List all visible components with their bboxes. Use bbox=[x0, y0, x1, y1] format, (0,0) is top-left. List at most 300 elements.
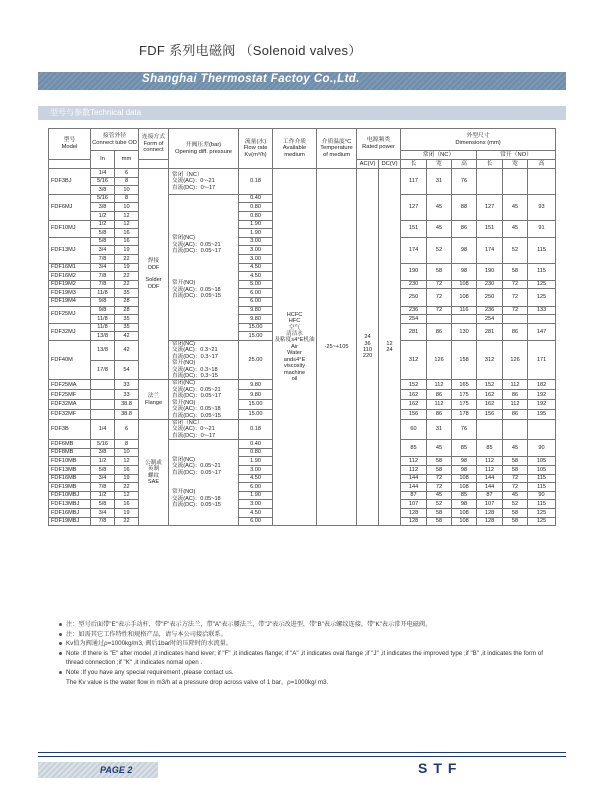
od-mm-cell: 8 bbox=[115, 194, 139, 203]
dim-no-width-cell bbox=[503, 419, 528, 439]
dim-nc-length-cell: 281 bbox=[401, 323, 427, 340]
flow-cell: 3.00 bbox=[239, 500, 273, 509]
od-inch-cell: 1/2 bbox=[91, 220, 115, 229]
dim-no-length-cell: 174 bbox=[477, 237, 503, 263]
note-item: Note :If you have any special requirement ,please contact us. bbox=[58, 668, 548, 678]
dim-nc-height-cell: 85 bbox=[452, 440, 477, 457]
od-mm-cell: 42 bbox=[115, 332, 139, 341]
dim-nc-length-cell: 250 bbox=[401, 289, 427, 306]
dim-no-length-cell: 85 bbox=[477, 440, 503, 457]
dim-nc-width-cell bbox=[427, 315, 452, 324]
od-mm-cell: 19 bbox=[115, 263, 139, 272]
flow-cell: 0.18 bbox=[239, 169, 273, 195]
flow-cell: 3.00 bbox=[239, 254, 273, 263]
dim-nc-width-cell: 45 bbox=[427, 440, 452, 457]
model-cell: FDF19MBJ bbox=[49, 517, 91, 526]
dim-nc-length-cell: 128 bbox=[401, 508, 427, 517]
dim-nc-length-cell: 60 bbox=[401, 419, 427, 439]
od-inch-cell: 5/16 bbox=[91, 194, 115, 203]
dim-no-height-cell: 105 bbox=[528, 465, 556, 474]
dim-no-height-cell bbox=[528, 169, 556, 195]
dim-no-width-cell: 86 bbox=[503, 410, 528, 420]
dim-nc-height-cell: 98 bbox=[452, 263, 477, 280]
od-mm-cell: 22 bbox=[115, 254, 139, 263]
dim-no-length-cell: 151 bbox=[477, 220, 503, 237]
dim-nc-width-cell: 126 bbox=[427, 340, 452, 380]
dim-nc-length-cell: 162 bbox=[401, 400, 427, 410]
dim-nc-height-cell: 98 bbox=[452, 237, 477, 263]
od-mm-cell: 10 bbox=[115, 448, 139, 457]
header-dims: 外型尺寸 Dimensions (mm) bbox=[401, 129, 556, 151]
header-in: In bbox=[91, 151, 115, 169]
header-power: 电源频类 Rated power bbox=[357, 129, 401, 160]
footer-pattern bbox=[38, 762, 158, 778]
od-mm-cell: 19 bbox=[115, 474, 139, 483]
model-cell: FDF16MB bbox=[49, 474, 91, 483]
dim-no-length-cell: 127 bbox=[477, 194, 503, 220]
flow-cell: 6.00 bbox=[239, 517, 273, 526]
dim-no-length-cell: 144 bbox=[477, 474, 503, 483]
dim-no-length-cell: 230 bbox=[477, 280, 503, 289]
od-mm-cell: 8 bbox=[115, 177, 139, 186]
dim-nc-width-cell: 58 bbox=[427, 263, 452, 280]
flow-cell: 0.80 bbox=[239, 211, 273, 220]
page-title: FDF 系列电磁阀 （Solenoid valves） bbox=[139, 43, 362, 58]
note-item: Note :If there is "E" after model ,it indicates hand lever; if "F" ,it indicates flange; if "A" ,it indicates oval flange ;if "J" ,it indicates the improved type ;if "B" ,it indicates the form of thread connection ;if "K" ,it indicates nomal open . bbox=[58, 649, 548, 668]
dim-no-length-cell: 190 bbox=[477, 263, 503, 280]
flow-cell: 0.40 bbox=[239, 194, 273, 203]
flow-cell: 4.50 bbox=[239, 508, 273, 517]
od-mm-cell: 19 bbox=[115, 508, 139, 517]
pressure-40m: 常闭(NC) 交流(AC)：0.3~21 直流(DC)：0.3~17 常开(NO) 交流(AC)：0.3~18 直流(DC)：0.3~15 bbox=[169, 340, 239, 380]
dim-nc-width-cell: 58 bbox=[427, 465, 452, 474]
dim-nc-height-cell: 178 bbox=[452, 410, 477, 420]
dim-nc-length-cell: 144 bbox=[401, 474, 427, 483]
od-inch-cell: 5/8 bbox=[91, 500, 115, 509]
dim-nc-length-cell: 156 bbox=[401, 410, 427, 420]
od-inch-cell: 7/8 bbox=[91, 483, 115, 492]
header-nc: 常闭（NC） bbox=[401, 151, 477, 160]
dim-nc-height-cell: 175 bbox=[452, 400, 477, 410]
od-inch-cell: 3/4 bbox=[91, 474, 115, 483]
flow-cell: 6.00 bbox=[239, 483, 273, 492]
dim-no-width-cell: 45 bbox=[503, 220, 528, 237]
header-no: 常开（NO） bbox=[477, 151, 556, 160]
od-inch-cell: 1/2 bbox=[91, 211, 115, 220]
dim-nc-length-cell: 174 bbox=[401, 237, 427, 263]
dim-no-width-cell bbox=[503, 169, 528, 195]
model-cell: FDF19M4 bbox=[49, 297, 91, 306]
model-cell: FDF6MJ bbox=[49, 194, 91, 220]
od-inch-cell: 11/8 bbox=[91, 315, 115, 324]
flow-cell: 25.00 bbox=[239, 340, 273, 380]
dim-nc-width-cell: 112 bbox=[427, 400, 452, 410]
od-mm-cell: 28 bbox=[115, 306, 139, 315]
model-cell: FDF10MB bbox=[49, 457, 91, 466]
dim-nc-height-cell: 130 bbox=[452, 323, 477, 340]
header-no-length: 长 bbox=[477, 160, 503, 169]
dim-nc-height-cell: 108 bbox=[452, 289, 477, 306]
dim-no-width-cell: 72 bbox=[503, 474, 528, 483]
flow-cell: 4.50 bbox=[239, 263, 273, 272]
model-cell: FDF13MJ bbox=[49, 237, 91, 263]
model-cell: FDF3BJ bbox=[49, 169, 91, 195]
dim-nc-length-cell: 112 bbox=[401, 465, 427, 474]
od-mm-cell: 38.8 bbox=[115, 410, 139, 420]
od-inch-cell: 1/2 bbox=[91, 491, 115, 500]
dim-no-width-cell: 72 bbox=[503, 483, 528, 492]
dim-nc-width-cell: 45 bbox=[427, 491, 452, 500]
flow-cell: 0.18 bbox=[239, 419, 273, 439]
note-item: 注：型号后面带"E"表示手动杆，带"F"表示方法兰，带"A"表示腰法兰，带"J"表示改进型，带"B"表示螺纹连接，带"K"表示常开电磁阀。 bbox=[58, 620, 548, 630]
od-mm-cell: 22 bbox=[115, 272, 139, 281]
dim-no-height-cell: 93 bbox=[528, 194, 556, 220]
pressure-nc-no: 常闭(NC) 交流(AC)：0.05~21 直流(DC)：0.05~17 常开(NO) 交流(AC)：0.05~18 直流(DC)：0.05~15 bbox=[169, 194, 239, 340]
dim-nc-length-cell: 254 bbox=[401, 315, 427, 324]
od-inch-cell: 7/8 bbox=[91, 254, 115, 263]
dim-nc-height-cell: 108 bbox=[452, 508, 477, 517]
form-solder: 焊接 ODF Solder ODF bbox=[139, 169, 169, 380]
od-inch-cell: 5/8 bbox=[91, 465, 115, 474]
header-mm: mm bbox=[115, 151, 139, 169]
dim-no-length-cell bbox=[477, 169, 503, 195]
dim-nc-length-cell: 127 bbox=[401, 194, 427, 220]
dim-no-length-cell: 144 bbox=[477, 483, 503, 492]
flow-cell: 5.00 bbox=[239, 280, 273, 289]
dim-no-length-cell: 112 bbox=[477, 465, 503, 474]
od-inch-cell: 5/8 bbox=[91, 237, 115, 246]
dim-no-length-cell: 250 bbox=[477, 289, 503, 306]
dim-no-width-cell: 126 bbox=[503, 340, 528, 380]
flow-cell: 3.00 bbox=[239, 246, 273, 255]
od-mm-cell: 35 bbox=[115, 289, 139, 298]
medium-cell: HCFC HFC 空气 清洁水 及粘度≤4°E机油 Air Water and≤4°E viscosity machine oil bbox=[273, 169, 317, 526]
dim-nc-width-cell: 31 bbox=[427, 169, 452, 195]
model-cell: FDF32MA bbox=[49, 400, 91, 410]
dim-no-height-cell: 171 bbox=[528, 340, 556, 380]
flow-cell: 1.90 bbox=[239, 229, 273, 238]
dim-nc-height-cell: 76 bbox=[452, 169, 477, 195]
note-item: 注：如需其它工作特性和规格产品，请与本公司接洽联系。 bbox=[58, 630, 548, 640]
header-no-width: 宽 bbox=[503, 160, 528, 169]
note-item: The Kv value is the water flow in m3/h at a pressure drop across valve of 1 bar，ρ=1000kg/ m3. bbox=[66, 678, 329, 686]
od-inch-cell: 1/4 bbox=[91, 419, 115, 439]
od-inch-cell bbox=[91, 400, 115, 410]
od-inch-cell: 9/8 bbox=[91, 297, 115, 306]
flow-cell: 9.80 bbox=[239, 306, 273, 315]
header-nc-length: 长 bbox=[401, 160, 427, 169]
dim-nc-length-cell: 85 bbox=[401, 440, 427, 457]
dim-no-length-cell: 107 bbox=[477, 500, 503, 509]
dim-nc-width-cell: 72 bbox=[427, 306, 452, 315]
dim-nc-length-cell: 128 bbox=[401, 517, 427, 526]
model-cell: FDF19M3 bbox=[49, 289, 91, 298]
dim-nc-length-cell: 190 bbox=[401, 263, 427, 280]
dim-no-length-cell: 112 bbox=[477, 457, 503, 466]
dim-nc-height-cell: 88 bbox=[452, 194, 477, 220]
flow-cell: 0.80 bbox=[239, 448, 273, 457]
dim-no-height-cell: 115 bbox=[528, 263, 556, 280]
model-cell: FDF16MBJ bbox=[49, 508, 91, 517]
model-cell: FDF16M2 bbox=[49, 272, 91, 281]
form-sae: 公制或 英制 螺纹 SAE bbox=[139, 419, 169, 525]
model-cell: FDF3B bbox=[49, 419, 91, 439]
dim-no-width-cell: 58 bbox=[503, 457, 528, 466]
dim-nc-length-cell: 230 bbox=[401, 280, 427, 289]
od-mm-cell: 8 bbox=[115, 440, 139, 449]
model-cell: FDF8MB bbox=[49, 448, 91, 457]
header-no-height: 高 bbox=[528, 160, 556, 169]
model-cell: FDF40M bbox=[49, 340, 91, 380]
flow-cell: 15.00 bbox=[239, 410, 273, 420]
model-cell: FDF10MBJ bbox=[49, 491, 91, 500]
header-temp: 介质温度°C Temperature of medium bbox=[317, 129, 357, 169]
flow-cell: 6.00 bbox=[239, 289, 273, 298]
od-mm-cell: 38.8 bbox=[115, 400, 139, 410]
flow-cell: 4.50 bbox=[239, 474, 273, 483]
dim-nc-width-cell: 72 bbox=[427, 474, 452, 483]
dim-no-length-cell: 162 bbox=[477, 400, 503, 410]
dim-nc-length-cell: 112 bbox=[401, 457, 427, 466]
od-inch-cell: 3/4 bbox=[91, 508, 115, 517]
od-inch-cell: 3/4 bbox=[91, 246, 115, 255]
dim-no-height-cell bbox=[528, 315, 556, 324]
dim-no-length-cell: 236 bbox=[477, 306, 503, 315]
dim-no-length-cell: 281 bbox=[477, 323, 503, 340]
od-mm-cell: 16 bbox=[115, 229, 139, 238]
dim-no-height-cell: 182 bbox=[528, 380, 556, 390]
dim-nc-width-cell: 72 bbox=[427, 280, 452, 289]
dim-nc-width-cell: 72 bbox=[427, 483, 452, 492]
dim-no-height-cell: 192 bbox=[528, 400, 556, 410]
flow-cell: 3.00 bbox=[239, 465, 273, 474]
od-inch-cell: 3/8 bbox=[91, 448, 115, 457]
dim-nc-width-cell: 52 bbox=[427, 237, 452, 263]
header-flow: 流量(水) Flow rate Kv(m³/h) bbox=[239, 129, 273, 169]
flow-cell: 4.50 bbox=[239, 272, 273, 281]
header-connect-od: 接管外径 Connect tube OD bbox=[91, 129, 139, 151]
header-nc-width: 宽 bbox=[427, 160, 452, 169]
od-inch-cell: 17/8 bbox=[91, 360, 115, 380]
od-mm-cell: 22 bbox=[115, 517, 139, 526]
od-mm-cell: 16 bbox=[115, 500, 139, 509]
od-mm-cell: 33 bbox=[115, 380, 139, 390]
od-inch-cell bbox=[91, 380, 115, 390]
dim-nc-width-cell: 86 bbox=[427, 390, 452, 400]
od-mm-cell: 10 bbox=[115, 186, 139, 195]
od-mm-cell: 42 bbox=[115, 340, 139, 360]
dim-nc-height-cell: 76 bbox=[452, 419, 477, 439]
dim-no-height-cell: 125 bbox=[528, 508, 556, 517]
model-cell: FDF16M1 bbox=[49, 263, 91, 272]
dim-nc-width-cell: 45 bbox=[427, 220, 452, 237]
od-mm-cell: 6 bbox=[115, 419, 139, 439]
dim-nc-height-cell: 116 bbox=[452, 306, 477, 315]
header-dc: DC(V) bbox=[379, 160, 401, 169]
dim-no-height-cell: 147 bbox=[528, 323, 556, 340]
flow-cell: 15.00 bbox=[239, 323, 273, 332]
dim-no-width-cell: 72 bbox=[503, 289, 528, 306]
footer-brand: STF bbox=[418, 760, 463, 776]
dim-no-width-cell: 112 bbox=[503, 380, 528, 390]
od-inch-cell: 5/16 bbox=[91, 177, 115, 186]
od-mm-cell: 35 bbox=[115, 323, 139, 332]
dim-no-width-cell bbox=[503, 315, 528, 324]
dim-nc-width-cell: 58 bbox=[427, 457, 452, 466]
notes-list bbox=[58, 620, 548, 687]
flow-cell: 6.00 bbox=[239, 297, 273, 306]
od-inch-cell: 3/8 bbox=[91, 186, 115, 195]
flow-cell: 1.90 bbox=[239, 457, 273, 466]
dim-nc-length-cell: 162 bbox=[401, 390, 427, 400]
dim-nc-height-cell: 98 bbox=[452, 457, 477, 466]
od-inch-cell: 1/4 bbox=[91, 169, 115, 178]
dim-no-height-cell: 115 bbox=[528, 474, 556, 483]
power-ac-cell: 24 36 110 220 bbox=[357, 169, 379, 526]
od-inch-cell: 7/8 bbox=[91, 280, 115, 289]
form-flange: 法兰 Flange bbox=[139, 380, 169, 420]
dim-nc-length-cell: 117 bbox=[401, 169, 427, 195]
dim-no-length-cell: 128 bbox=[477, 517, 503, 526]
dim-nc-width-cell: 86 bbox=[427, 410, 452, 420]
model-cell: FDF13MBJ bbox=[49, 500, 91, 509]
dim-no-width-cell: 58 bbox=[503, 508, 528, 517]
dim-no-width-cell: 72 bbox=[503, 306, 528, 315]
dim-nc-height-cell: 158 bbox=[452, 340, 477, 380]
dim-no-width-cell: 112 bbox=[503, 400, 528, 410]
note-item: Kv值为阀通过ρ=1000kg/m3, 阀后1bar时的压降时的水流量。 bbox=[58, 639, 548, 649]
header-pressure: 开阀压差(bar) Opening diff. pressure bbox=[169, 129, 239, 169]
od-mm-cell: 22 bbox=[115, 280, 139, 289]
dim-no-height-cell: 90 bbox=[528, 440, 556, 457]
header-nc-height: 高 bbox=[452, 160, 477, 169]
flow-cell: 1.90 bbox=[239, 491, 273, 500]
od-inch-cell: 13/8 bbox=[91, 340, 115, 360]
dim-nc-length-cell: 144 bbox=[401, 483, 427, 492]
model-cell: FDF19M2 bbox=[49, 280, 91, 289]
section-title: 型号与参数Technical data bbox=[50, 108, 142, 117]
dim-no-height-cell: 115 bbox=[528, 237, 556, 263]
header-model-spacer bbox=[49, 160, 91, 169]
table-row bbox=[49, 169, 556, 178]
od-mm-cell: 22 bbox=[115, 483, 139, 492]
od-mm-cell: 10 bbox=[115, 203, 139, 212]
dim-nc-height-cell: 108 bbox=[452, 280, 477, 289]
dim-no-height-cell: 91 bbox=[528, 220, 556, 237]
dim-no-height-cell: 125 bbox=[528, 280, 556, 289]
dim-no-length-cell: 312 bbox=[477, 340, 503, 380]
flow-cell: 15.00 bbox=[239, 332, 273, 341]
pressure-nc-3b: 常闭（NC） 交流(AC)：0~-21 直流(DC)：0~-17 bbox=[169, 419, 239, 439]
model-cell: FDF32MF bbox=[49, 410, 91, 420]
od-inch-cell: 3/8 bbox=[91, 203, 115, 212]
dim-nc-length-cell: 152 bbox=[401, 380, 427, 390]
dim-no-length-cell: 152 bbox=[477, 380, 503, 390]
flow-cell: 9.80 bbox=[239, 315, 273, 324]
dim-nc-height-cell: 175 bbox=[452, 390, 477, 400]
od-mm-cell: 33 bbox=[115, 390, 139, 400]
model-cell: FDF19MB bbox=[49, 483, 91, 492]
od-inch-cell: 11/8 bbox=[91, 289, 115, 298]
od-mm-cell: 12 bbox=[115, 220, 139, 229]
dim-nc-height-cell: 108 bbox=[452, 474, 477, 483]
dim-nc-length-cell: 236 bbox=[401, 306, 427, 315]
flow-cell: 15.00 bbox=[239, 400, 273, 410]
dim-no-width-cell: 72 bbox=[503, 280, 528, 289]
dim-nc-length-cell: 312 bbox=[401, 340, 427, 380]
dim-nc-height-cell: 98 bbox=[452, 500, 477, 509]
od-mm-cell: 35 bbox=[115, 315, 139, 324]
dim-no-length-cell: 87 bbox=[477, 491, 503, 500]
model-cell: FDF25MJ bbox=[49, 306, 91, 323]
technical-data-table bbox=[48, 128, 556, 526]
dim-no-width-cell: 52 bbox=[503, 500, 528, 509]
od-inch-cell: 1/2 bbox=[91, 457, 115, 466]
dim-nc-height-cell bbox=[452, 315, 477, 324]
dim-no-length-cell: 128 bbox=[477, 508, 503, 517]
dim-nc-length-cell: 151 bbox=[401, 220, 427, 237]
dim-no-height-cell: 192 bbox=[528, 390, 556, 400]
dim-no-height-cell: 115 bbox=[528, 483, 556, 492]
flow-cell: 0.40 bbox=[239, 440, 273, 449]
od-mm-cell: 12 bbox=[115, 211, 139, 220]
dim-no-height-cell: 125 bbox=[528, 289, 556, 306]
dim-nc-width-cell: 86 bbox=[427, 323, 452, 340]
dim-nc-width-cell: 45 bbox=[427, 194, 452, 220]
od-inch-cell: 13/8 bbox=[91, 332, 115, 341]
model-cell: FDF10MJ bbox=[49, 220, 91, 237]
od-inch-cell: 11/8 bbox=[91, 323, 115, 332]
dim-no-height-cell: 125 bbox=[528, 517, 556, 526]
dim-nc-width-cell: 72 bbox=[427, 289, 452, 306]
dim-nc-height-cell: 85 bbox=[452, 491, 477, 500]
od-mm-cell: 54 bbox=[115, 360, 139, 380]
header-form-spacer bbox=[139, 160, 169, 169]
flow-cell: 9.80 bbox=[239, 390, 273, 400]
model-cell: FDF25MA bbox=[49, 380, 91, 390]
od-mm-cell: 6 bbox=[115, 169, 139, 178]
model-cell: FDF32MJ bbox=[49, 323, 91, 340]
dim-nc-height-cell: 86 bbox=[452, 220, 477, 237]
od-mm-cell: 16 bbox=[115, 237, 139, 246]
model-cell: FDF25MF bbox=[49, 390, 91, 400]
dim-no-length-cell: 156 bbox=[477, 410, 503, 420]
model-cell: FDF6MB bbox=[49, 440, 91, 449]
dim-no-length-cell: 254 bbox=[477, 315, 503, 324]
dim-no-width-cell: 45 bbox=[503, 491, 528, 500]
power-dc-cell: 12 24 bbox=[379, 169, 401, 526]
od-inch-cell: 7/8 bbox=[91, 517, 115, 526]
header-form: 连接方式 Form of connect bbox=[139, 129, 169, 160]
model-cell: FDF13MB bbox=[49, 465, 91, 474]
od-mm-cell: 28 bbox=[115, 297, 139, 306]
header-model: 型号 Model bbox=[49, 129, 91, 160]
brand-bar-text: Shanghai Thermostat Factoy Co.,Ltd. bbox=[142, 73, 360, 85]
od-mm-cell: 19 bbox=[115, 246, 139, 255]
dim-no-height-cell: 195 bbox=[528, 410, 556, 420]
table-body bbox=[49, 169, 556, 526]
dim-nc-width-cell: 112 bbox=[427, 380, 452, 390]
flow-cell: 9.80 bbox=[239, 380, 273, 390]
od-inch-cell: 5/16 bbox=[91, 440, 115, 449]
pressure-flange: 常闭(NC) 交流(AC)：0.05~21 直流(DC)：0.05~17 常开(NO) 交流(AC)：0.05~18 直流(DC)：0.05~15 bbox=[169, 380, 239, 420]
od-mm-cell: 16 bbox=[115, 465, 139, 474]
dim-no-width-cell: 58 bbox=[503, 263, 528, 280]
dim-nc-length-cell: 87 bbox=[401, 491, 427, 500]
od-inch-cell bbox=[91, 390, 115, 400]
od-inch-cell: 7/8 bbox=[91, 272, 115, 281]
od-inch-cell: 5/8 bbox=[91, 229, 115, 238]
